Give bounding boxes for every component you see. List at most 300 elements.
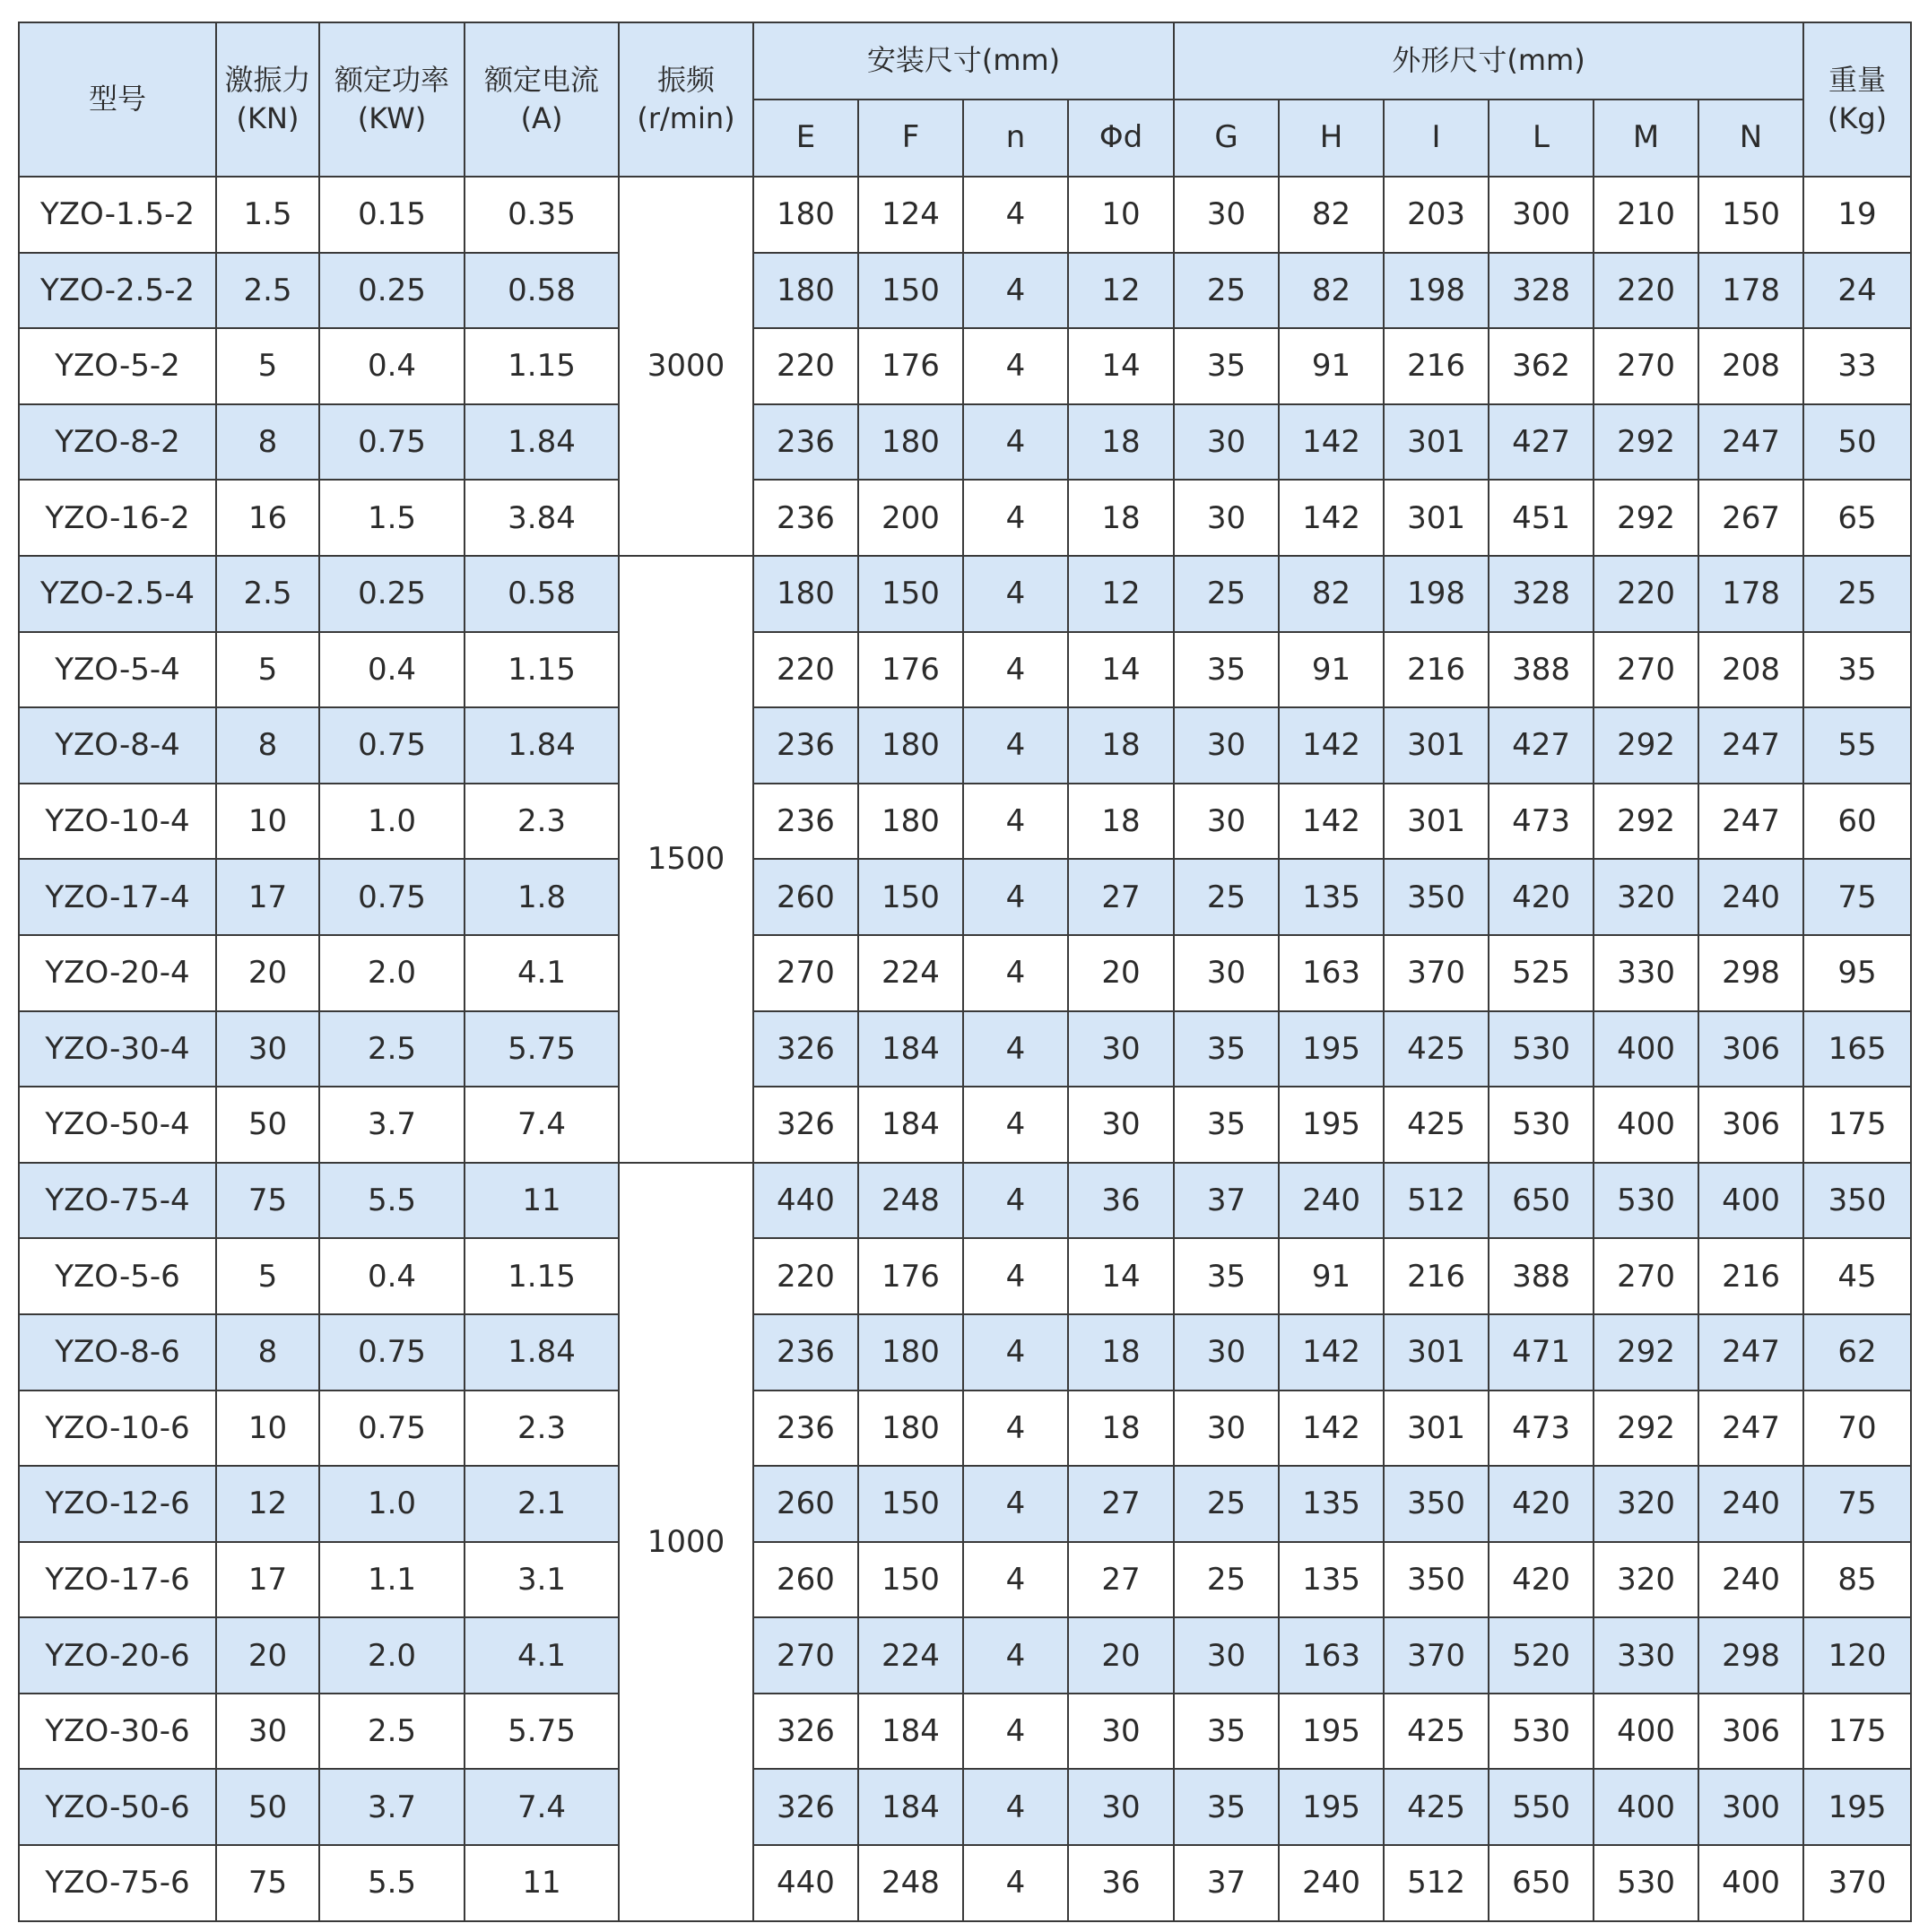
cell-weight: 175 bbox=[1803, 1087, 1911, 1163]
cell-model: YZO-30-4 bbox=[19, 1011, 216, 1087]
cell-e: 326 bbox=[753, 1087, 858, 1163]
cell-n: 400 bbox=[1698, 1845, 1803, 1921]
table-row bbox=[19, 1314, 1911, 1391]
cell-g: 25 bbox=[1174, 1466, 1279, 1542]
cell-f: 180 bbox=[858, 707, 963, 784]
cell-phi-d: 27 bbox=[1068, 1542, 1174, 1618]
table-row bbox=[19, 707, 1911, 784]
cell-force: 16 bbox=[216, 480, 319, 556]
header-G: G bbox=[1174, 100, 1279, 177]
cell-m: 400 bbox=[1594, 1769, 1698, 1845]
cell-g: 35 bbox=[1174, 1011, 1279, 1087]
frequency-cell: 3000 bbox=[619, 177, 753, 556]
cell-n: 178 bbox=[1698, 253, 1803, 329]
cell-model: YZO-50-4 bbox=[19, 1087, 216, 1163]
cell-weight: 50 bbox=[1803, 404, 1911, 481]
cell-n: 4 bbox=[963, 632, 1068, 708]
header-outline-dimensions bbox=[1174, 22, 1803, 100]
cell-f: 124 bbox=[858, 177, 963, 253]
cell-e: 236 bbox=[753, 404, 858, 481]
cell-l: 388 bbox=[1489, 1238, 1594, 1314]
cell-g: 25 bbox=[1174, 253, 1279, 329]
cell-force: 30 bbox=[216, 1011, 319, 1087]
cell-n: 4 bbox=[963, 935, 1068, 1011]
cell-l: 420 bbox=[1489, 1466, 1594, 1542]
cell-h: 91 bbox=[1279, 1238, 1384, 1314]
frequency-cell: 1500 bbox=[619, 556, 753, 1163]
cell-n: 4 bbox=[963, 1694, 1068, 1770]
cell-current: 3.84 bbox=[465, 480, 619, 556]
cell-n: 306 bbox=[1698, 1694, 1803, 1770]
cell-i: 301 bbox=[1384, 1314, 1489, 1391]
cell-i: 301 bbox=[1384, 1391, 1489, 1467]
cell-f: 150 bbox=[858, 556, 963, 632]
header-outline-label: 外形尺寸(mm) bbox=[1392, 43, 1585, 78]
cell-model: YZO-17-4 bbox=[19, 859, 216, 935]
cell-e: 326 bbox=[753, 1694, 858, 1770]
cell-e: 236 bbox=[753, 784, 858, 860]
cell-current: 2.3 bbox=[465, 1391, 619, 1467]
table-row bbox=[19, 177, 1911, 253]
cell-f: 224 bbox=[858, 935, 963, 1011]
cell-g: 35 bbox=[1174, 1769, 1279, 1845]
table-row bbox=[19, 1542, 1911, 1618]
cell-current: 7.4 bbox=[465, 1087, 619, 1163]
cell-force: 1.5 bbox=[216, 177, 319, 253]
cell-g: 30 bbox=[1174, 404, 1279, 481]
cell-n: 4 bbox=[963, 707, 1068, 784]
cell-phi-d: 18 bbox=[1068, 1391, 1174, 1467]
cell-current: 3.1 bbox=[465, 1542, 619, 1618]
cell-model: YZO-16-2 bbox=[19, 480, 216, 556]
cell-model: YZO-2.5-4 bbox=[19, 556, 216, 632]
cell-n: 208 bbox=[1698, 328, 1803, 404]
cell-force: 5 bbox=[216, 328, 319, 404]
cell-h: 135 bbox=[1279, 1466, 1384, 1542]
cell-weight: 195 bbox=[1803, 1769, 1911, 1845]
header-d: Φd bbox=[1068, 100, 1174, 177]
cell-m: 292 bbox=[1594, 707, 1698, 784]
cell-phi-d: 30 bbox=[1068, 1011, 1174, 1087]
cell-i: 425 bbox=[1384, 1769, 1489, 1845]
header-force-unit: (KN) bbox=[236, 101, 300, 135]
cell-phi-d: 20 bbox=[1068, 1617, 1174, 1694]
cell-m: 530 bbox=[1594, 1163, 1698, 1239]
cell-m: 270 bbox=[1594, 632, 1698, 708]
cell-g: 25 bbox=[1174, 859, 1279, 935]
cell-f: 184 bbox=[858, 1087, 963, 1163]
cell-f: 150 bbox=[858, 1542, 963, 1618]
cell-phi-d: 12 bbox=[1068, 253, 1174, 329]
cell-n: 4 bbox=[963, 1087, 1068, 1163]
cell-i: 216 bbox=[1384, 328, 1489, 404]
cell-model: YZO-20-6 bbox=[19, 1617, 216, 1694]
cell-e: 260 bbox=[753, 1542, 858, 1618]
cell-l: 525 bbox=[1489, 935, 1594, 1011]
table-row bbox=[19, 1694, 1911, 1770]
cell-l: 388 bbox=[1489, 632, 1594, 708]
cell-h: 135 bbox=[1279, 859, 1384, 935]
cell-h: 142 bbox=[1279, 404, 1384, 481]
cell-f: 180 bbox=[858, 784, 963, 860]
cell-current: 1.8 bbox=[465, 859, 619, 935]
cell-model: YZO-17-6 bbox=[19, 1542, 216, 1618]
cell-m: 400 bbox=[1594, 1011, 1698, 1087]
cell-g: 35 bbox=[1174, 328, 1279, 404]
cell-n: 4 bbox=[963, 1542, 1068, 1618]
header-current-label: 额定电流 bbox=[483, 62, 599, 97]
cell-power: 0.15 bbox=[319, 177, 465, 253]
cell-weight: 350 bbox=[1803, 1163, 1911, 1239]
cell-h: 195 bbox=[1279, 1011, 1384, 1087]
cell-power: 5.5 bbox=[319, 1163, 465, 1239]
cell-weight: 35 bbox=[1803, 632, 1911, 708]
cell-model: YZO-8-6 bbox=[19, 1314, 216, 1391]
cell-model: YZO-8-2 bbox=[19, 404, 216, 481]
cell-f: 184 bbox=[858, 1769, 963, 1845]
cell-m: 330 bbox=[1594, 935, 1698, 1011]
cell-weight: 33 bbox=[1803, 328, 1911, 404]
cell-current: 1.15 bbox=[465, 328, 619, 404]
cell-n: 4 bbox=[963, 859, 1068, 935]
table-row bbox=[19, 1163, 1911, 1239]
cell-current: 1.84 bbox=[465, 1314, 619, 1391]
cell-m: 530 bbox=[1594, 1845, 1698, 1921]
cell-model: YZO-5-2 bbox=[19, 328, 216, 404]
cell-force: 8 bbox=[216, 404, 319, 481]
header-frequency-unit: (r/min) bbox=[637, 101, 735, 135]
table-row bbox=[19, 404, 1911, 481]
spec-table bbox=[18, 22, 1912, 1922]
cell-phi-d: 36 bbox=[1068, 1163, 1174, 1239]
table-row bbox=[19, 632, 1911, 708]
cell-model: YZO-75-6 bbox=[19, 1845, 216, 1921]
cell-e: 180 bbox=[753, 177, 858, 253]
cell-f: 150 bbox=[858, 859, 963, 935]
cell-phi-d: 30 bbox=[1068, 1694, 1174, 1770]
cell-e: 440 bbox=[753, 1845, 858, 1921]
cell-g: 35 bbox=[1174, 1087, 1279, 1163]
cell-l: 473 bbox=[1489, 1391, 1594, 1467]
header-row-1 bbox=[19, 22, 1911, 100]
cell-model: YZO-5-4 bbox=[19, 632, 216, 708]
cell-model: YZO-10-4 bbox=[19, 784, 216, 860]
cell-model: YZO-12-6 bbox=[19, 1466, 216, 1542]
table-row bbox=[19, 1617, 1911, 1694]
cell-n: 4 bbox=[963, 1163, 1068, 1239]
cell-phi-d: 18 bbox=[1068, 1314, 1174, 1391]
cell-n: 4 bbox=[963, 784, 1068, 860]
cell-model: YZO-50-6 bbox=[19, 1769, 216, 1845]
cell-g: 25 bbox=[1174, 556, 1279, 632]
cell-phi-d: 14 bbox=[1068, 632, 1174, 708]
cell-l: 420 bbox=[1489, 859, 1594, 935]
cell-n: 247 bbox=[1698, 1314, 1803, 1391]
cell-power: 2.5 bbox=[319, 1011, 465, 1087]
cell-m: 400 bbox=[1594, 1087, 1698, 1163]
cell-l: 427 bbox=[1489, 404, 1594, 481]
table-row bbox=[19, 556, 1911, 632]
cell-h: 240 bbox=[1279, 1845, 1384, 1921]
cell-force: 5 bbox=[216, 1238, 319, 1314]
cell-i: 425 bbox=[1384, 1011, 1489, 1087]
cell-f: 184 bbox=[858, 1694, 963, 1770]
cell-e: 236 bbox=[753, 707, 858, 784]
cell-h: 142 bbox=[1279, 707, 1384, 784]
table-row bbox=[19, 1087, 1911, 1163]
cell-h: 195 bbox=[1279, 1694, 1384, 1770]
cell-model: YZO-20-4 bbox=[19, 935, 216, 1011]
cell-e: 180 bbox=[753, 556, 858, 632]
table-row bbox=[19, 1391, 1911, 1467]
cell-current: 4.1 bbox=[465, 935, 619, 1011]
cell-phi-d: 30 bbox=[1068, 1769, 1174, 1845]
table-row bbox=[19, 784, 1911, 860]
cell-e: 236 bbox=[753, 480, 858, 556]
header-model bbox=[19, 22, 216, 177]
cell-weight: 165 bbox=[1803, 1011, 1911, 1087]
cell-h: 142 bbox=[1279, 480, 1384, 556]
cell-phi-d: 18 bbox=[1068, 707, 1174, 784]
cell-m: 220 bbox=[1594, 253, 1698, 329]
cell-e: 220 bbox=[753, 328, 858, 404]
cell-m: 220 bbox=[1594, 556, 1698, 632]
cell-force: 20 bbox=[216, 1617, 319, 1694]
cell-e: 326 bbox=[753, 1769, 858, 1845]
cell-h: 240 bbox=[1279, 1163, 1384, 1239]
cell-l: 471 bbox=[1489, 1314, 1594, 1391]
cell-n: 4 bbox=[963, 1845, 1068, 1921]
cell-weight: 370 bbox=[1803, 1845, 1911, 1921]
cell-e: 236 bbox=[753, 1314, 858, 1391]
cell-force: 2.5 bbox=[216, 556, 319, 632]
cell-phi-d: 14 bbox=[1068, 328, 1174, 404]
cell-e: 260 bbox=[753, 859, 858, 935]
cell-weight: 75 bbox=[1803, 859, 1911, 935]
cell-f: 184 bbox=[858, 1011, 963, 1087]
cell-e: 220 bbox=[753, 632, 858, 708]
cell-h: 91 bbox=[1279, 328, 1384, 404]
cell-current: 11 bbox=[465, 1845, 619, 1921]
cell-i: 216 bbox=[1384, 632, 1489, 708]
cell-h: 82 bbox=[1279, 177, 1384, 253]
cell-g: 30 bbox=[1174, 707, 1279, 784]
cell-h: 135 bbox=[1279, 1542, 1384, 1618]
cell-power: 0.4 bbox=[319, 328, 465, 404]
cell-n: 4 bbox=[963, 404, 1068, 481]
cell-n: 247 bbox=[1698, 1391, 1803, 1467]
cell-n: 4 bbox=[963, 177, 1068, 253]
cell-n: 247 bbox=[1698, 784, 1803, 860]
cell-weight: 120 bbox=[1803, 1617, 1911, 1694]
cell-weight: 62 bbox=[1803, 1314, 1911, 1391]
cell-power: 3.7 bbox=[319, 1087, 465, 1163]
cell-g: 35 bbox=[1174, 1694, 1279, 1770]
cell-force: 75 bbox=[216, 1845, 319, 1921]
cell-power: 0.25 bbox=[319, 556, 465, 632]
cell-weight: 25 bbox=[1803, 556, 1911, 632]
cell-f: 180 bbox=[858, 404, 963, 481]
header-frequency-label: 振频 bbox=[656, 62, 715, 97]
cell-m: 292 bbox=[1594, 1314, 1698, 1391]
cell-l: 328 bbox=[1489, 253, 1594, 329]
cell-f: 150 bbox=[858, 1466, 963, 1542]
cell-m: 210 bbox=[1594, 177, 1698, 253]
cell-current: 1.15 bbox=[465, 1238, 619, 1314]
cell-i: 301 bbox=[1384, 480, 1489, 556]
cell-weight: 55 bbox=[1803, 707, 1911, 784]
cell-weight: 45 bbox=[1803, 1238, 1911, 1314]
cell-power: 2.0 bbox=[319, 1617, 465, 1694]
header-power-unit: (KW) bbox=[357, 101, 427, 135]
cell-f: 150 bbox=[858, 253, 963, 329]
cell-f: 176 bbox=[858, 632, 963, 708]
cell-h: 91 bbox=[1279, 632, 1384, 708]
cell-n: 306 bbox=[1698, 1087, 1803, 1163]
cell-i: 425 bbox=[1384, 1694, 1489, 1770]
cell-i: 370 bbox=[1384, 1617, 1489, 1694]
cell-power: 0.75 bbox=[319, 859, 465, 935]
cell-g: 37 bbox=[1174, 1845, 1279, 1921]
table-row bbox=[19, 1238, 1911, 1314]
header-M: M bbox=[1594, 100, 1698, 177]
cell-model: YZO-10-6 bbox=[19, 1391, 216, 1467]
cell-current: 4.1 bbox=[465, 1617, 619, 1694]
cell-h: 142 bbox=[1279, 784, 1384, 860]
cell-n: 4 bbox=[963, 1314, 1068, 1391]
header-L: L bbox=[1489, 100, 1594, 177]
cell-l: 530 bbox=[1489, 1087, 1594, 1163]
cell-weight: 65 bbox=[1803, 480, 1911, 556]
cell-force: 30 bbox=[216, 1694, 319, 1770]
cell-n: 4 bbox=[963, 480, 1068, 556]
cell-weight: 85 bbox=[1803, 1542, 1911, 1618]
cell-g: 35 bbox=[1174, 1238, 1279, 1314]
cell-current: 0.58 bbox=[465, 253, 619, 329]
header-frequency bbox=[619, 22, 753, 177]
cell-f: 176 bbox=[858, 328, 963, 404]
cell-n: 247 bbox=[1698, 707, 1803, 784]
cell-m: 292 bbox=[1594, 404, 1698, 481]
cell-e: 270 bbox=[753, 1617, 858, 1694]
table-row bbox=[19, 328, 1911, 404]
header-power bbox=[319, 22, 465, 177]
cell-n: 4 bbox=[963, 1769, 1068, 1845]
cell-n: 150 bbox=[1698, 177, 1803, 253]
cell-e: 236 bbox=[753, 1391, 858, 1467]
cell-power: 0.75 bbox=[319, 404, 465, 481]
cell-f: 180 bbox=[858, 1314, 963, 1391]
cell-force: 75 bbox=[216, 1163, 319, 1239]
header-N: N bbox=[1698, 100, 1803, 177]
cell-current: 5.75 bbox=[465, 1011, 619, 1087]
cell-n: 240 bbox=[1698, 1542, 1803, 1618]
cell-weight: 24 bbox=[1803, 253, 1911, 329]
cell-e: 260 bbox=[753, 1466, 858, 1542]
cell-l: 362 bbox=[1489, 328, 1594, 404]
cell-g: 30 bbox=[1174, 784, 1279, 860]
cell-power: 0.25 bbox=[319, 253, 465, 329]
table-row bbox=[19, 1845, 1911, 1921]
cell-i: 301 bbox=[1384, 784, 1489, 860]
cell-n: 298 bbox=[1698, 935, 1803, 1011]
cell-f: 248 bbox=[858, 1845, 963, 1921]
cell-power: 0.4 bbox=[319, 1238, 465, 1314]
cell-i: 203 bbox=[1384, 177, 1489, 253]
cell-n: 4 bbox=[963, 556, 1068, 632]
cell-h: 195 bbox=[1279, 1087, 1384, 1163]
header-weight-label: 重量 bbox=[1828, 62, 1887, 97]
cell-l: 328 bbox=[1489, 556, 1594, 632]
cell-force: 50 bbox=[216, 1769, 319, 1845]
header-weight bbox=[1803, 22, 1911, 177]
cell-power: 1.1 bbox=[319, 1542, 465, 1618]
cell-n: 4 bbox=[963, 1238, 1068, 1314]
cell-power: 1.0 bbox=[319, 784, 465, 860]
cell-l: 530 bbox=[1489, 1011, 1594, 1087]
cell-power: 0.75 bbox=[319, 1391, 465, 1467]
cell-current: 5.75 bbox=[465, 1694, 619, 1770]
cell-g: 30 bbox=[1174, 1314, 1279, 1391]
cell-i: 301 bbox=[1384, 707, 1489, 784]
cell-phi-d: 14 bbox=[1068, 1238, 1174, 1314]
header-current bbox=[465, 22, 619, 177]
header-force bbox=[216, 22, 319, 177]
cell-m: 292 bbox=[1594, 784, 1698, 860]
cell-i: 512 bbox=[1384, 1163, 1489, 1239]
cell-f: 180 bbox=[858, 1391, 963, 1467]
cell-n: 267 bbox=[1698, 480, 1803, 556]
cell-h: 142 bbox=[1279, 1314, 1384, 1391]
header-n: n bbox=[963, 100, 1068, 177]
cell-n: 4 bbox=[963, 1617, 1068, 1694]
cell-force: 17 bbox=[216, 1542, 319, 1618]
cell-force: 50 bbox=[216, 1087, 319, 1163]
cell-current: 2.1 bbox=[465, 1466, 619, 1542]
cell-n: 300 bbox=[1698, 1769, 1803, 1845]
cell-n: 208 bbox=[1698, 632, 1803, 708]
cell-l: 451 bbox=[1489, 480, 1594, 556]
cell-g: 30 bbox=[1174, 1391, 1279, 1467]
cell-phi-d: 27 bbox=[1068, 859, 1174, 935]
cell-model: YZO-30-6 bbox=[19, 1694, 216, 1770]
cell-i: 425 bbox=[1384, 1087, 1489, 1163]
cell-current: 7.4 bbox=[465, 1769, 619, 1845]
cell-n: 4 bbox=[963, 1391, 1068, 1467]
cell-weight: 95 bbox=[1803, 935, 1911, 1011]
cell-weight: 19 bbox=[1803, 177, 1911, 253]
header-install-dimensions bbox=[753, 22, 1174, 100]
cell-h: 142 bbox=[1279, 1391, 1384, 1467]
cell-n: 216 bbox=[1698, 1238, 1803, 1314]
cell-i: 216 bbox=[1384, 1238, 1489, 1314]
cell-power: 0.75 bbox=[319, 707, 465, 784]
cell-phi-d: 30 bbox=[1068, 1087, 1174, 1163]
cell-m: 320 bbox=[1594, 859, 1698, 935]
cell-model: YZO-2.5-2 bbox=[19, 253, 216, 329]
cell-g: 35 bbox=[1174, 632, 1279, 708]
cell-force: 10 bbox=[216, 784, 319, 860]
cell-l: 300 bbox=[1489, 177, 1594, 253]
cell-l: 550 bbox=[1489, 1769, 1594, 1845]
cell-n: 178 bbox=[1698, 556, 1803, 632]
cell-i: 512 bbox=[1384, 1845, 1489, 1921]
cell-power: 1.0 bbox=[319, 1466, 465, 1542]
cell-force: 5 bbox=[216, 632, 319, 708]
cell-phi-d: 10 bbox=[1068, 177, 1174, 253]
cell-phi-d: 18 bbox=[1068, 480, 1174, 556]
table-row bbox=[19, 1011, 1911, 1087]
